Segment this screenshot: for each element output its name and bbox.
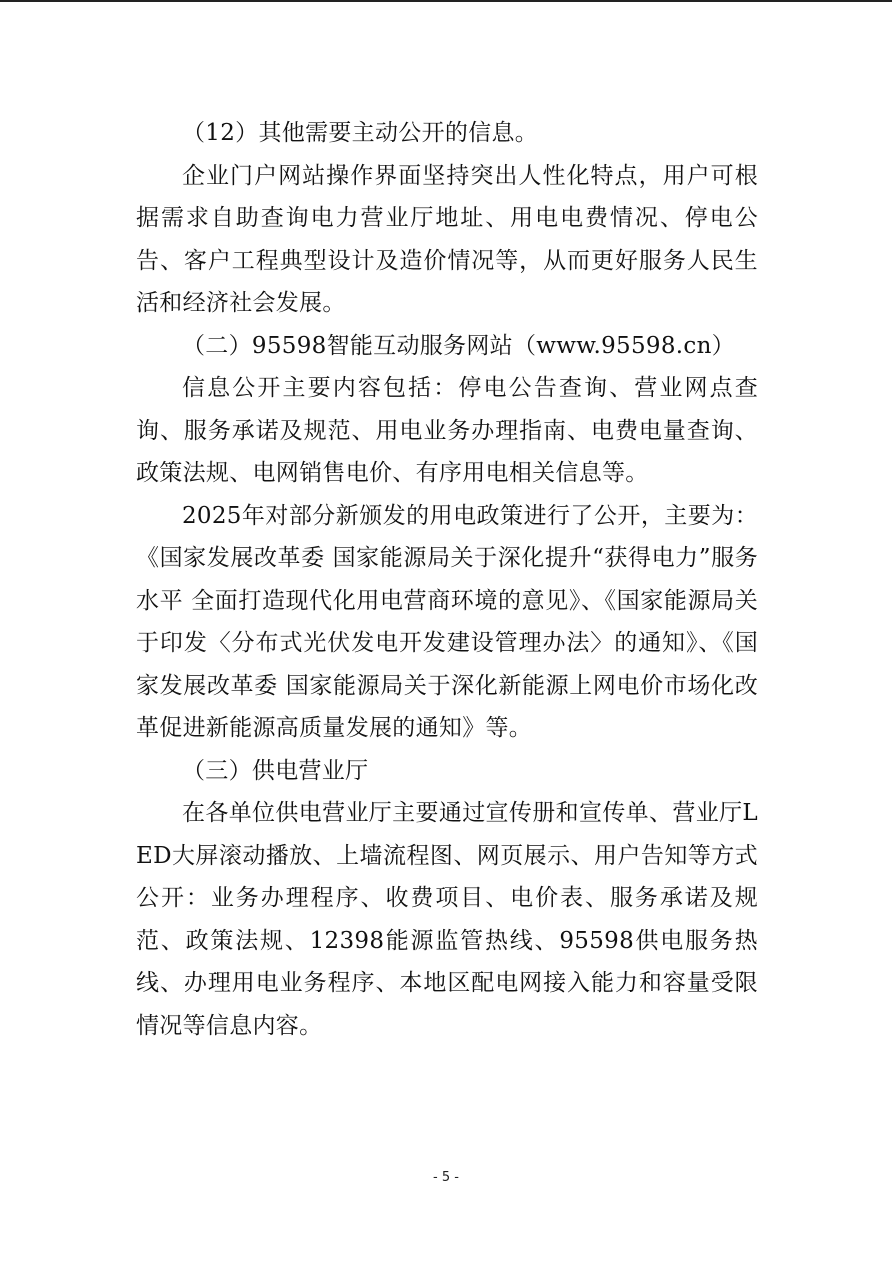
document-body <box>136 112 758 1047</box>
portal-website-paragraph: 企业门户网站操作界面坚持突出人性化特点，用户可根据需求自助查询电力营业厅地址、用电电费情况、停电公告、客户工程典型设计及造价情况等，从而更好服务人民生活和经济社会发展。 <box>136 162 758 316</box>
website-content-paragraph: 信息公开主要内容包括：停电公告查询、营业网点查询、服务承诺及规范、用电业务办理指南、电费电量查询、政策法规、电网销售电价、有序用电相关信息等。 <box>136 375 758 486</box>
section-2-heading: （二）95598智能互动服务网站（www.95598.cn） <box>182 332 735 359</box>
section-3-heading: （三）供电营业厅 <box>182 757 369 784</box>
page-number: - 5 - <box>433 1170 459 1185</box>
business-hall-paragraph: 在各单位供电营业厅主要通过宣传册和宣传单、营业厅LED大屏滚动播放、上墙流程图、网页展示、用户告知等方式公开：业务办理程序、收费项目、电价表、服务承诺及规范、政策法规、12398能源监管热线、95598供电服务热线、办理用电业务程序、本地区配电网接入能力和容量受限情况等信息内容。 <box>136 800 758 1039</box>
policy-disclosure-paragraph: 2025年对部分新颁发的用电政策进行了公开，主要为：《国家发展改革委 国家能源局关于深化提升“获得电力”服务水平 全面打造现代化用电营商环境的意见》、《国家能源局关于印发〈分布式光伏发电开发建设管理办法〉的通知》、《国家发展改革委 国家能源局关于深化新能源上网电价市场化改革促进新能源高质量发展的通知》等。 <box>136 502 758 741</box>
top-border-line <box>0 0 892 2</box>
item-12-heading: （12）其他需要主动公开的信息。 <box>182 120 539 146</box>
